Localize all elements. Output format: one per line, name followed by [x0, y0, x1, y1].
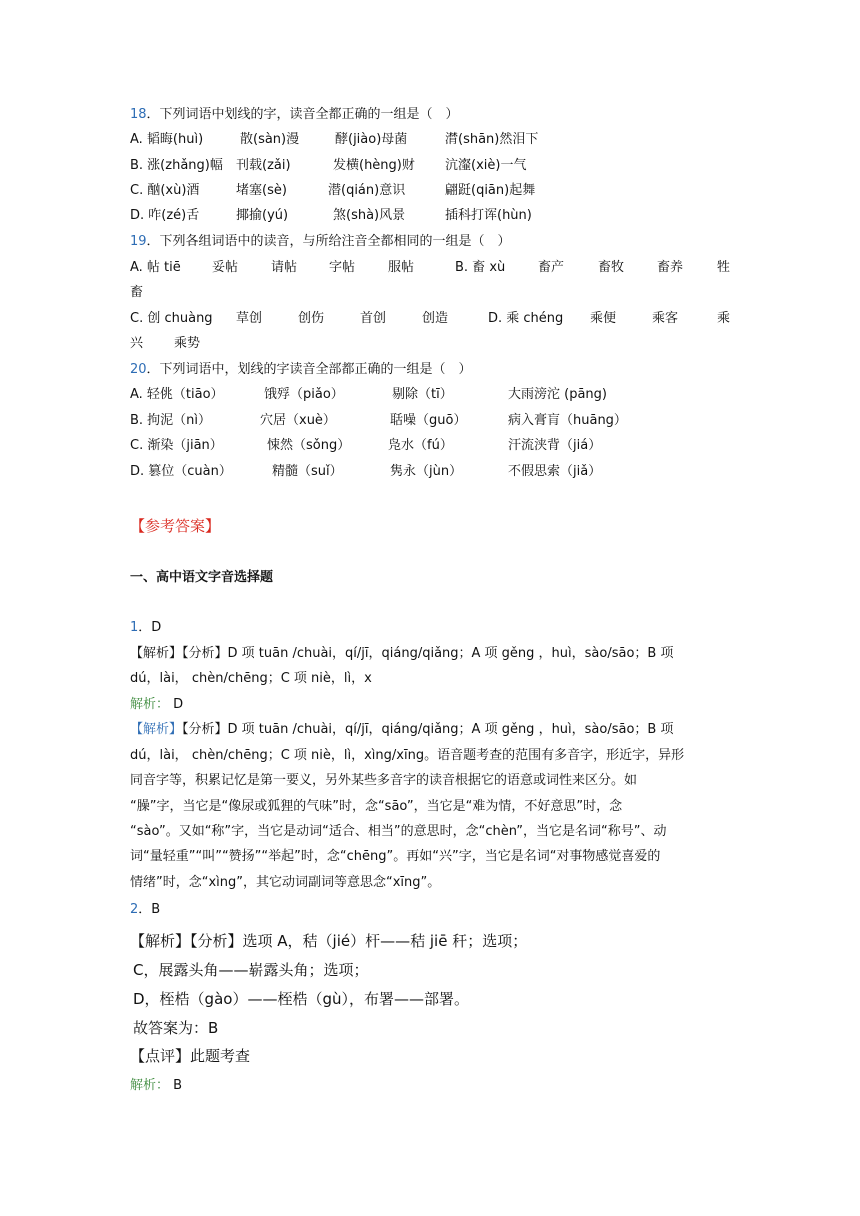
option-term: 穴居（xuè） [260, 413, 336, 428]
option-term: 畜养 [657, 260, 684, 275]
option-term: C. 渐染（jiān） [130, 438, 223, 453]
option-term: C. 酗(xù)酒 [130, 183, 200, 198]
q20-option-a [130, 386, 730, 404]
question-text: ．下列词语中，划线的字读音全部都正确的一组是（ ） [146, 362, 472, 377]
answer-heading: 【参考答案】 [130, 517, 221, 535]
option-term: 发横(hèng)财 [333, 158, 415, 173]
option-term: 乘便 [590, 311, 617, 326]
option-term: 汗流浃背（jiá） [508, 438, 602, 453]
option-term: 字帖 [329, 260, 356, 275]
answer-number: 1 [130, 620, 139, 635]
option-term: 乘客 [652, 311, 679, 326]
option-term: 聒噪（guō） [390, 413, 467, 428]
option-term: 刊载(zǎi) [236, 158, 291, 173]
option-term: 剔除（tī） [392, 387, 453, 402]
detail-label: 【解析】 [130, 722, 183, 737]
option-term: B. 畜 xù [455, 260, 506, 275]
question-number: 18 [130, 107, 147, 122]
answer-1-detail-6: 词“量轻重”“叫”“赞扬”“举起”时，念“chēng”。再如“兴”字，当它是名词“对事物感觉喜爱的 [130, 849, 661, 864]
q20-stem [130, 361, 472, 379]
option-term: 散(sàn)漫 [240, 132, 300, 147]
q19-line-ab [130, 259, 730, 277]
option-term: 插科打诨(hùn) [445, 208, 532, 223]
option-term: 煞(shà)风景 [333, 208, 406, 223]
question-text: ．下列各组词语中的读音，与所给注音全都相同的一组是（ ） [146, 234, 511, 249]
option-term: 兴 [130, 336, 144, 351]
jiexi-value: D [173, 697, 184, 712]
q20-option-c [130, 437, 730, 455]
detail-text: 【分析】D 项 tuān /chuài，qí/jī，qiáng/qiǎng；A 项 gěng ，huì，sào/sāo；B 项 [182, 722, 674, 737]
option-term: 悚然（sǒng） [267, 438, 351, 453]
option-term: 畜牧 [598, 260, 625, 275]
option-term: B. 涨(zhǎng)幅 [130, 158, 223, 173]
answer-2-line-1: 【解析】【分析】选项 A，秸（jié）杆——秸 jiē 秆；选项； [130, 932, 528, 950]
answer-value: ．D [138, 620, 162, 635]
jiexi-value: B [173, 1078, 183, 1093]
q18-stem [130, 106, 459, 124]
option-term: D. 乘 chéng [488, 311, 564, 326]
answer-2-jiexi [130, 1077, 182, 1095]
option-term: 沆瀣(xiè)一气 [445, 158, 527, 173]
answer-2-line-2: C，展露头角——崭露头角；选项； [133, 961, 369, 979]
option-term: 精髓（suǐ） [272, 464, 343, 479]
answer-1-detail-5: “sào”。又如“称”字，当它是动词“适合、相当”的意思时，念“chèn”，当它是名词“称号”、动 [130, 824, 667, 839]
q18-option-c [130, 182, 730, 200]
option-term: 翩跹(qiān)起舞 [445, 183, 536, 198]
answer-1-detail-4: “臊”字，当它是“像尿或狐狸的气味”时，念“sāo”，当它是“难为情，不好意思”时，念 [130, 799, 623, 814]
option-term: 服帖 [388, 260, 415, 275]
answer-1-brief-1: 【解析】【分析】D 项 tuān /chuài，qí/jī，qiáng/qiǎng；A 项 gěng ，huì，sào/sāo；B 项 [130, 646, 674, 661]
answer-2-line-5: 【点评】此题考查 [130, 1047, 251, 1065]
option-term: B. 拘泥（nì） [130, 413, 212, 428]
answer-1-detail-2: dú，lài， chèn/chēng；C 项 niè，lì，xìng/xīng。语音题考查的范围有多音字，形近字，异形 [130, 748, 685, 763]
question-number: 19 [130, 234, 147, 249]
option-term: C. 创 chuàng [130, 311, 213, 326]
option-term: D. 篡位（cuàn） [130, 464, 232, 479]
option-term: 酵(jiào)母菌 [335, 132, 408, 147]
option-term: 不假思索（jiǎ） [508, 464, 602, 479]
answer-1-detail-3: 同音字等，积累记忆是第一要义，另外某些多音字的读音根据它的语意或词性来区分。如 [130, 773, 638, 788]
answer-1 [130, 619, 161, 637]
q20-option-b [130, 412, 730, 430]
q18-option-a [130, 131, 730, 149]
question-number: 20 [130, 362, 147, 377]
option-term: 创伤 [298, 311, 325, 326]
answer-2 [130, 901, 160, 919]
jiexi-label: 解析： [130, 697, 170, 712]
option-term: 妥帖 [212, 260, 239, 275]
option-term: 饿殍（piǎo） [264, 387, 344, 402]
answer-number: 2 [130, 902, 139, 917]
option-term: 潜(qián)意识 [328, 183, 406, 198]
option-term: 牲 [717, 260, 731, 275]
option-term: A. 轻佻（tiāo） [130, 387, 224, 402]
option-term: 潸(shān)然泪下 [445, 132, 539, 147]
answer-value: ．B [138, 902, 161, 917]
answer-1-detail-7: 情绪”时，念“xìng”，其它动词副词等意思念“xīng”。 [130, 875, 441, 890]
option-term: 大雨滂沱 (pāng) [508, 387, 607, 402]
option-term: 请帖 [271, 260, 298, 275]
option-term: 凫水（fú） [388, 438, 453, 453]
option-term: 乘势 [174, 336, 201, 351]
option-term: 堵塞(sè) [236, 183, 287, 198]
q19-stem [130, 233, 511, 251]
option-term: 病入膏肓（huāng） [508, 413, 627, 428]
question-text: ．下列词语中划线的字，读音全都正确的一组是（ ） [146, 107, 459, 122]
option-term: A. 帖 tiē [130, 260, 181, 275]
answer-1-jiexi [130, 696, 183, 714]
answer-2-line-4: 故答案为：B [133, 1019, 219, 1037]
q19-wrap-1: 畜 [130, 285, 144, 300]
option-term: D. 咋(zé)舌 [130, 208, 200, 223]
answer-1-detail-1 [130, 721, 673, 739]
option-term: 创造 [422, 311, 449, 326]
option-term: 首创 [360, 311, 387, 326]
answer-2-line-3: D，桎梏（gào）——桎梏（gù），布署——部署。 [133, 990, 469, 1008]
option-term: 畜产 [538, 260, 565, 275]
q20-option-d [130, 463, 730, 481]
option-term: 草创 [236, 311, 263, 326]
q19-wrap-2 [130, 335, 730, 353]
jiexi-label: 解析： [130, 1078, 170, 1093]
option-term: A. 韬晦(huì) [130, 132, 204, 147]
q18-option-b [130, 157, 730, 175]
section-heading: 一、高中语文字音选择题 [130, 570, 274, 585]
option-term: 隽永（jùn） [390, 464, 463, 479]
answer-1-brief-2: dú，lài， chèn/chēng；C 项 niè，lì，x [130, 671, 372, 686]
q18-option-d [130, 207, 730, 225]
option-term: 揶揄(yú) [236, 208, 289, 223]
q19-line-cd [130, 310, 730, 328]
option-term: 乘 [717, 311, 731, 326]
